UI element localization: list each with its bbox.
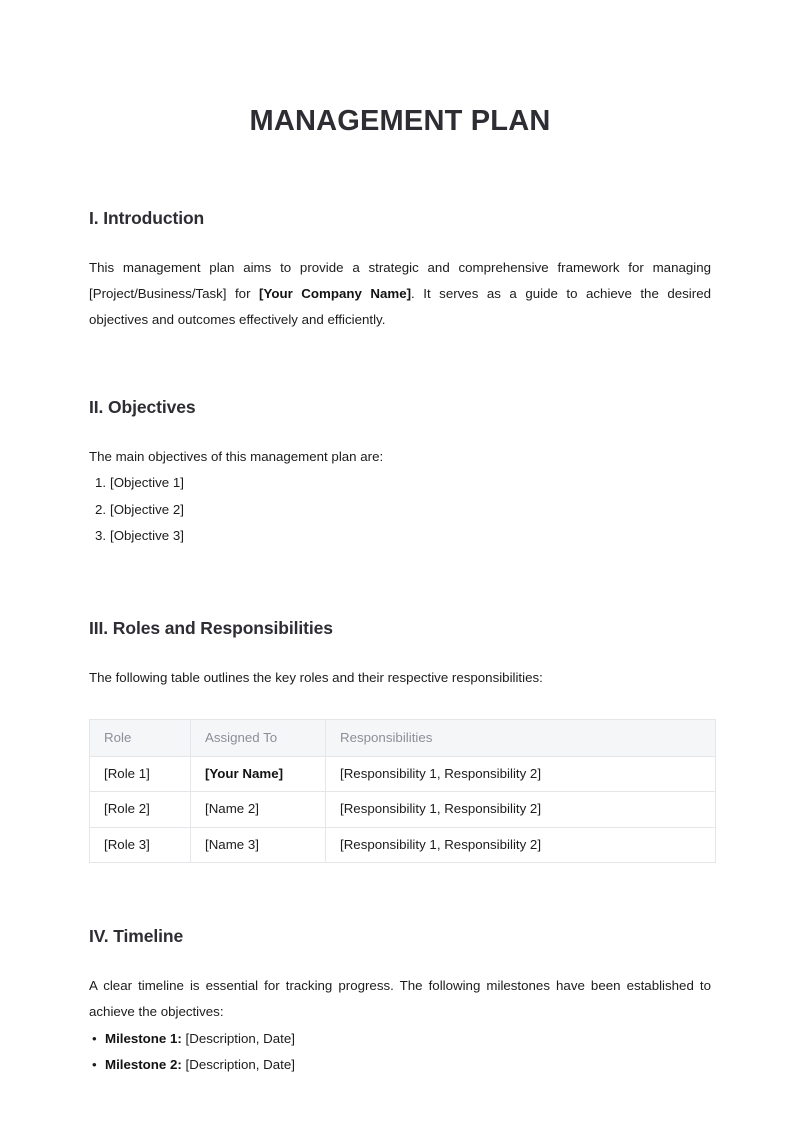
column-header-assigned-to: Assigned To xyxy=(191,719,326,756)
roles-intro-text: The following table outlines the key roles and their respective responsibilities: xyxy=(89,670,543,686)
cell-assigned-to: [Name 2] xyxy=(191,792,326,828)
cell-role: [Role 1] xyxy=(90,756,191,792)
milestone-label: Milestone 1: xyxy=(105,1030,182,1046)
table-header-row xyxy=(90,719,716,756)
cell-responsibilities: [Responsibility 1, Responsibility 2] xyxy=(326,756,716,792)
objective-text: [Objective 1] xyxy=(110,475,184,491)
roles-table-wrapper xyxy=(89,692,711,864)
cell-assigned-to: [Your Name] xyxy=(191,756,326,792)
timeline-milestones-list xyxy=(89,1026,711,1079)
list-item xyxy=(89,470,711,496)
introduction-text-part2: . It serves as a guide to achieve the desired objectives and outcomes effectively and efficiently. xyxy=(89,286,711,328)
table-body xyxy=(90,756,716,863)
objective-marker: 3. xyxy=(95,527,107,543)
cell-assigned-to: [Name 3] xyxy=(191,827,326,863)
cell-role: [Role 3] xyxy=(90,827,191,863)
page-title: MANAGEMENT PLAN xyxy=(249,105,551,137)
list-item xyxy=(89,1052,711,1078)
cell-role: [Role 2] xyxy=(90,792,191,828)
column-header-role: Role xyxy=(90,719,191,756)
list-item xyxy=(89,523,711,549)
section-heading-timeline: IV. Timeline xyxy=(89,926,184,947)
list-item xyxy=(89,497,711,523)
table-row xyxy=(90,792,716,828)
objective-text: [Objective 3] xyxy=(110,527,184,543)
cell-responsibilities: [Responsibility 1, Responsibility 2] xyxy=(326,827,716,863)
section-heading-objectives: II. Objectives xyxy=(89,396,196,417)
table-row xyxy=(90,756,716,792)
milestone-description: [Description, Date] xyxy=(181,1057,295,1073)
section-heading-roles: III. Roles and Responsibilities xyxy=(89,618,333,639)
section-heading-introduction: I. Introduction xyxy=(89,207,205,228)
introduction-paragraph xyxy=(89,230,711,334)
milestone-label: Milestone 2: xyxy=(105,1057,182,1073)
objectives-intro-text: The main objectives of this management plan are: xyxy=(89,448,384,464)
column-header-responsibilities: Responsibilities xyxy=(326,719,716,756)
cell-responsibilities: [Responsibility 1, Responsibility 2] xyxy=(326,792,716,828)
milestone-description: [Description, Date] xyxy=(181,1030,295,1046)
introduction-text-part1: This management plan aims to provide a strategic and comprehensive framework for managing [Project/Business/Task] for xyxy=(89,259,711,302)
list-item xyxy=(89,1026,711,1052)
roles-table xyxy=(89,719,716,864)
table-row xyxy=(90,827,716,863)
company-name-placeholder: [Your Company Name] xyxy=(259,286,412,302)
objectives-list xyxy=(89,470,711,549)
objective-text: [Objective 2] xyxy=(110,501,184,517)
table-header xyxy=(90,719,716,756)
objective-marker: 2. xyxy=(95,501,107,517)
timeline-intro-text: A clear timeline is essential for tracking progress. The following milestones have been established to achieve the objectives: xyxy=(89,978,711,1020)
objective-marker: 1. xyxy=(95,475,107,491)
